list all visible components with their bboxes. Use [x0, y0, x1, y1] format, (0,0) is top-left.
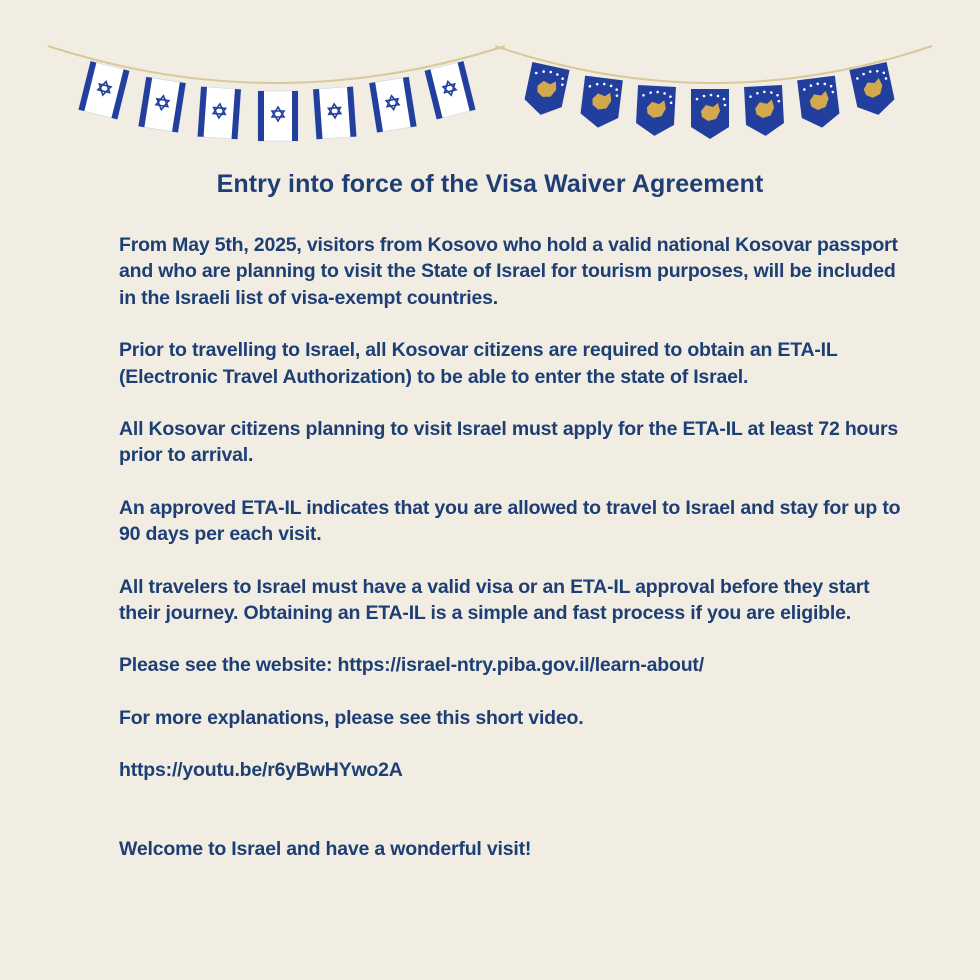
israel-flag — [425, 61, 476, 119]
israel-flag — [78, 61, 129, 119]
announcement-body — [119, 232, 909, 888]
flag-bunting — [0, 0, 980, 160]
paragraph-travel-requirement: All travelers to Israel must have a valid visa or an ETA-IL approval before they start their journey. Obtaining an ETA-IL is a simple and fast process if you are eligible. — [119, 575, 870, 625]
kosovo-flag — [691, 89, 729, 139]
paragraph-apply-deadline: All Kosovar citizens planning to visit Israel must apply for the ETA-IL at least 72 hours prior to arrival. — [119, 418, 898, 467]
israel-flag — [369, 77, 416, 133]
kosovo-flag — [797, 76, 841, 130]
kosovo-flag — [744, 85, 785, 137]
kosovo-flag — [522, 62, 570, 119]
kosovo-flag — [579, 76, 623, 130]
video-link[interactable]: https://youtu.be/r6yBwHYwo2A — [119, 759, 403, 782]
paragraph-eta-requirement: Prior to travelling to Israel, all Kosovar citizens are required to obtain an ETA-IL (Electronic Travel Authorization) to be able to enter the state of Israel. — [119, 339, 838, 388]
paragraph-visa-exemption: From May 5th, 2025, visitors from Kosovo who hold a valid national Kosovar passport and who are planning to visit the State of Israel for tourism purposes, will be included in the Israeli list of visa-exempt countries. — [119, 234, 898, 309]
page-title: Entry into force of the Visa Waiver Agreement — [216, 170, 764, 198]
israel-flag — [198, 87, 241, 140]
kosovo-flag — [849, 62, 897, 119]
israel-flag — [138, 77, 185, 133]
israel-flag — [258, 91, 298, 141]
israel-flag — [313, 87, 356, 140]
website-link[interactable]: Please see the website: https://israel-ntry.piba.gov.il/learn-about/ — [119, 654, 704, 677]
welcome-message: Welcome to Israel and have a wonderful visit! — [119, 837, 532, 860]
paragraph-stay-duration: An approved ETA-IL indicates that you are allowed to travel to Israel and stay for up to 90 days per each visit. — [119, 496, 901, 546]
kosovo-flag — [635, 85, 676, 137]
paragraph-video-intro: For more explanations, please see this short video. — [119, 706, 584, 729]
